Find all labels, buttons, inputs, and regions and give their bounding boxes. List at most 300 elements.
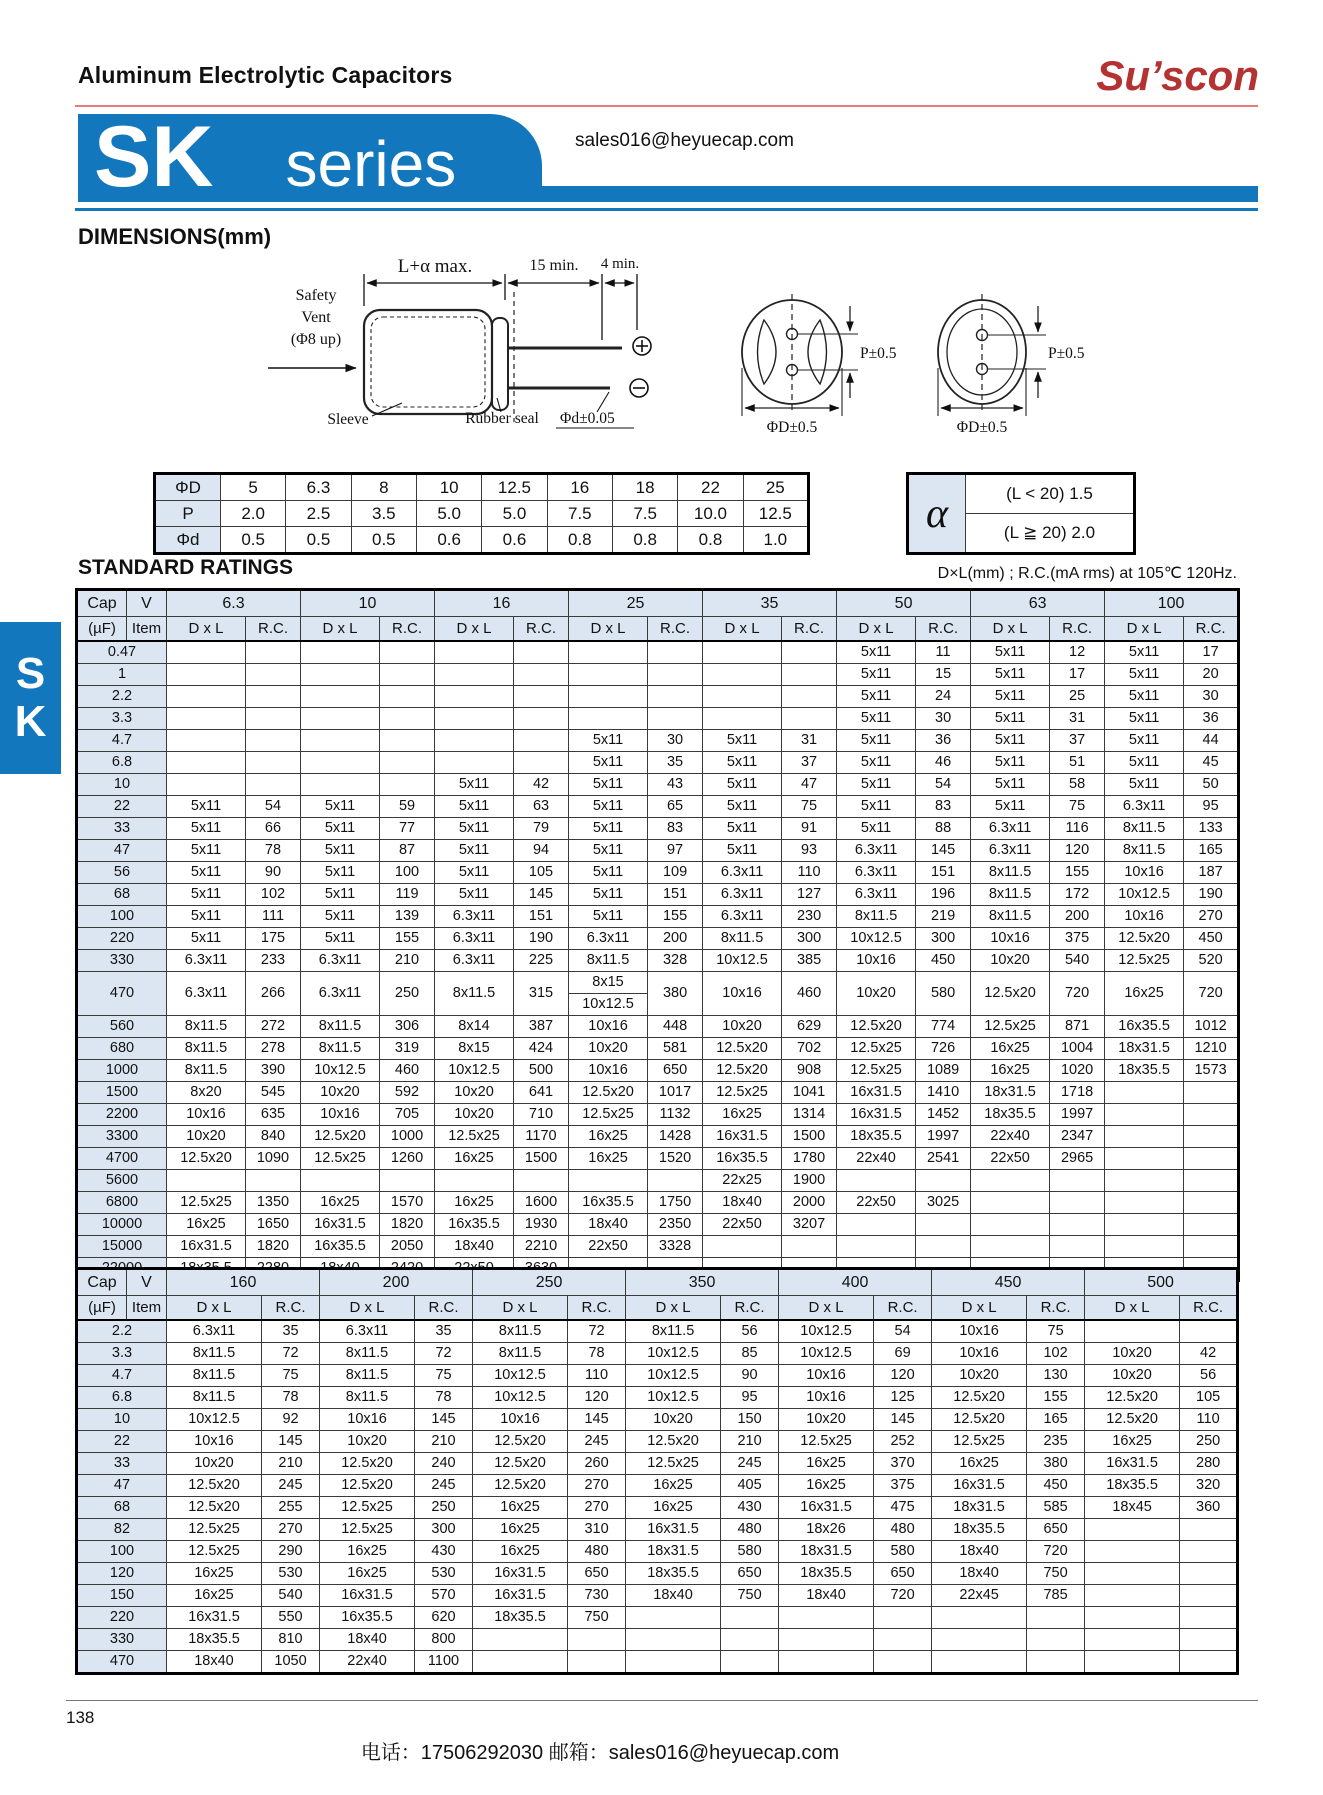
rc-cell: 35 (262, 1320, 320, 1343)
rc-cell (782, 641, 837, 664)
brand-logo: Su’scon (1096, 52, 1259, 99)
rc-cell (1180, 1585, 1238, 1607)
page-number: 138 (66, 1708, 95, 1727)
table-row (77, 1651, 1238, 1674)
rc-cell (1180, 1563, 1238, 1585)
table-row (77, 708, 1239, 730)
dxl-cell: 5x11 (1105, 641, 1184, 664)
dxl-cell: 5x11 (569, 840, 648, 862)
rc-cell: 31 (1050, 708, 1105, 730)
dxl-cell: 12.5x20 (320, 1453, 415, 1475)
table-row (77, 1431, 1238, 1453)
dxl-cell: 5x11 (167, 884, 246, 906)
table-row (77, 928, 1239, 950)
rc-cell: 266 (246, 972, 301, 1016)
dxl-cell: 8x11.5 (971, 906, 1050, 928)
rc-cell: 3328 (648, 1236, 703, 1258)
dxl-cell: 16x31.5 (932, 1475, 1027, 1497)
dxl-cell: 10x12.5 (779, 1343, 874, 1365)
rc-cell: 705 (380, 1104, 435, 1126)
dxl-cell: 16x31.5 (837, 1082, 916, 1104)
cap-value: 120 (77, 1563, 167, 1585)
cap-value: 330 (77, 950, 167, 972)
rc-cell: 233 (246, 950, 301, 972)
dxl-cell: 12.5x25 (703, 1082, 782, 1104)
dxl-cell: 16x25 (473, 1541, 568, 1563)
rc-cell: 1041 (782, 1082, 837, 1104)
rc-cell: 145 (874, 1409, 932, 1431)
dxl-cell: 5x11 (703, 774, 782, 796)
lead-dia-leader (597, 392, 609, 412)
dxl-cell: 16x25 (320, 1541, 415, 1563)
series-side-tab (0, 622, 61, 774)
dxl-cell: 5x11 (837, 818, 916, 840)
rc-cell: 430 (415, 1541, 473, 1563)
rc-cell: 111 (246, 906, 301, 928)
dxl-cell: 6.3x11 (167, 950, 246, 972)
dxl-cell: 10x12.5 (837, 928, 916, 950)
rc-cell: 35 (648, 752, 703, 774)
dxl-cell: 12.5x25 (435, 1126, 514, 1148)
rc-cell: 87 (380, 840, 435, 862)
voltage-header: 400 (779, 1269, 932, 1296)
rc-cell (1184, 1082, 1239, 1104)
cap-value: 4700 (77, 1148, 167, 1170)
rc-cell: 270 (262, 1519, 320, 1541)
dxl-cell: 5x11 (435, 884, 514, 906)
rc-cell: 35 (415, 1320, 473, 1343)
voltage-header: 200 (320, 1269, 473, 1296)
size-value: 0.5 (221, 527, 286, 554)
rc-cell: 460 (782, 972, 837, 1016)
rc-cell: 72 (415, 1343, 473, 1365)
label-lead-min: 15 min. (529, 257, 579, 274)
dxl-column-header: D x L (1105, 617, 1184, 642)
rc-cell: 95 (721, 1387, 779, 1409)
rc-cell: 650 (874, 1563, 932, 1585)
table-row (77, 774, 1239, 796)
dxl-cell: 8x11.5 (167, 1060, 246, 1082)
rc-cell: 165 (1184, 840, 1239, 862)
cap-value: 3.3 (77, 708, 167, 730)
cap-value: 47 (77, 1475, 167, 1497)
dxl-cell (167, 774, 246, 796)
rc-cell: 210 (721, 1431, 779, 1453)
dxl-cell (435, 664, 514, 686)
dxl-cell: 8x11.5 (167, 1038, 246, 1060)
dxl-cell: 5x11 (167, 840, 246, 862)
cap-value: 4.7 (77, 1365, 167, 1387)
dxl-cell: 5x11 (703, 840, 782, 862)
rc-cell: 1500 (514, 1148, 569, 1170)
rc-cell: 375 (1050, 928, 1105, 950)
dxl-cell: 10x16 (932, 1343, 1027, 1365)
rc-cell: 480 (568, 1541, 626, 1563)
rc-cell: 102 (246, 884, 301, 906)
cap-value: 10 (77, 774, 167, 796)
rc-cell: 51 (1050, 752, 1105, 774)
corner-uf-label: (µF) (77, 1296, 127, 1321)
dxl-cell (301, 686, 380, 708)
dxl-cell (435, 708, 514, 730)
rc-column-header: R.C. (262, 1296, 320, 1321)
table-row (77, 862, 1239, 884)
rc-cell: 54 (916, 774, 971, 796)
rc-cell: 370 (874, 1453, 932, 1475)
rc-cell: 15 (916, 664, 971, 686)
dxl-cell: 5x11 (569, 730, 648, 752)
alpha-table (906, 472, 1136, 555)
rc-cell: 328 (648, 950, 703, 972)
dxl-cell: 5x11 (1105, 686, 1184, 708)
rc-cell: 105 (514, 862, 569, 884)
dxl-cell (301, 774, 380, 796)
size-value: 1.0 (743, 527, 808, 554)
dxl-cell: 10x16 (473, 1409, 568, 1431)
rc-cell (648, 1170, 703, 1192)
dxl-cell: 12.5x20 (473, 1453, 568, 1475)
rc-cell (1050, 1170, 1105, 1192)
rc-cell: 17 (1050, 664, 1105, 686)
dxl-cell: 5x11 (435, 862, 514, 884)
table-row (77, 1365, 1238, 1387)
dxl-cell (837, 1170, 916, 1192)
rc-cell: 280 (1180, 1453, 1238, 1475)
cap-value: 470 (77, 1651, 167, 1674)
dxl-cell: 6.3x11 (971, 818, 1050, 840)
dxl-cell: 10x16 (779, 1387, 874, 1409)
dxl-cell: 10x20 (301, 1082, 380, 1104)
positive-terminal-icon (633, 337, 651, 355)
dxl-cell: 8x11.5 (167, 1387, 262, 1409)
cap-value: 3300 (77, 1126, 167, 1148)
dxl-cell: 10x16 (1105, 862, 1184, 884)
rc-cell: 650 (1027, 1519, 1085, 1541)
rc-column-header: R.C. (721, 1296, 779, 1321)
dxl-cell (435, 686, 514, 708)
rc-cell: 151 (514, 906, 569, 928)
rc-cell: 1090 (246, 1148, 301, 1170)
label-body-length: L+α max. (397, 256, 473, 277)
dxl-cell (1085, 1607, 1180, 1629)
voltage-header: 6.3 (167, 590, 301, 617)
dxl-cell: 22x50 (971, 1148, 1050, 1170)
dxl-cell: 8x11.5 (301, 1038, 380, 1060)
dxl-cell: 10x20 (779, 1409, 874, 1431)
dxl-cell: 16x31.5 (779, 1497, 874, 1519)
rc-cell (1180, 1651, 1238, 1674)
rc-cell: 235 (1027, 1431, 1085, 1453)
cap-value: 33 (77, 1453, 167, 1475)
dimension-lines (364, 274, 637, 340)
dxl-cell (703, 1236, 782, 1258)
dxl-cell: 5x11 (301, 818, 380, 840)
dxl-cell: 12.5x20 (320, 1475, 415, 1497)
dxl-cell: 10x12.5 (435, 1060, 514, 1082)
rc-cell: 1780 (782, 1148, 837, 1170)
label-diameter-1: ΦD±0.5 (766, 419, 818, 436)
size-value: 0.6 (416, 527, 481, 554)
dxl-cell: 16x35.5 (301, 1236, 380, 1258)
rc-cell (514, 664, 569, 686)
cap-value: 1500 (77, 1082, 167, 1104)
rc-cell: 116 (1050, 818, 1105, 840)
rc-cell: 2965 (1050, 1148, 1105, 1170)
dxl-cell: 10x16 (703, 972, 782, 1016)
dxl-cell: 8x11.5 (320, 1343, 415, 1365)
rc-cell (1184, 1126, 1239, 1148)
rc-cell (1180, 1541, 1238, 1563)
size-value: 5 (221, 474, 286, 501)
rc-cell: 272 (246, 1016, 301, 1038)
table-row (77, 1497, 1238, 1519)
dxl-column-header: D x L (320, 1296, 415, 1321)
dxl-cell: 5x11 (837, 641, 916, 664)
rc-cell: 450 (1027, 1475, 1085, 1497)
label-rubber-seal: Rubber seal (465, 410, 539, 427)
rc-cell: 187 (1184, 862, 1239, 884)
dxl-cell: 18x35.5 (779, 1563, 874, 1585)
size-row-label: ΦD (155, 474, 221, 501)
voltage-header: 100 (1105, 590, 1239, 617)
rc-cell (380, 641, 435, 664)
dxl-column-header: D x L (435, 617, 514, 642)
dxl-cell: 5x11 (435, 840, 514, 862)
cap-value: 0.47 (77, 641, 167, 664)
size-value: 12.5 (482, 474, 547, 501)
rc-cell (874, 1629, 932, 1651)
dxl-cell (435, 641, 514, 664)
table-row (77, 1541, 1238, 1563)
rc-cell (874, 1651, 932, 1674)
dxl-cell: 16x31.5 (837, 1104, 916, 1126)
rc-cell (380, 730, 435, 752)
dxl-cell: 16x31.5 (626, 1519, 721, 1541)
dxl-cell: 12.5x20 (473, 1431, 568, 1453)
rc-cell (916, 1170, 971, 1192)
rc-cell: 306 (380, 1016, 435, 1038)
rc-column-header: R.C. (246, 617, 301, 642)
size-value: 8 (351, 474, 416, 501)
cap-value: 22 (77, 1431, 167, 1453)
rc-cell: 190 (1184, 884, 1239, 906)
rc-cell: 255 (262, 1497, 320, 1519)
dxl-cell (837, 1236, 916, 1258)
rc-cell: 54 (246, 796, 301, 818)
cap-value: 220 (77, 1607, 167, 1629)
rc-cell: 145 (262, 1431, 320, 1453)
dxl-cell: 16x31.5 (473, 1585, 568, 1607)
table-row (77, 972, 1239, 1016)
capacitor-body (364, 292, 622, 422)
corner-uf-label: (µF) (77, 617, 127, 642)
dxl-cell: 12.5x25 (837, 1038, 916, 1060)
dxl-cell (301, 1170, 380, 1192)
dxl-cell: 12.5x25 (779, 1431, 874, 1453)
rc-cell (514, 708, 569, 730)
dxl-cell: 10x20 (703, 1016, 782, 1038)
rc-cell: 45 (1184, 752, 1239, 774)
ratings-table-high-voltage (75, 1267, 1239, 1675)
dxl-cell (1085, 1519, 1180, 1541)
rc-cell (1184, 1104, 1239, 1126)
dxl-cell (971, 1192, 1050, 1214)
rc-cell: 97 (648, 840, 703, 862)
rc-cell: 1650 (246, 1214, 301, 1236)
rc-cell: 774 (916, 1016, 971, 1038)
table-row (77, 686, 1239, 708)
size-value: 10 (416, 474, 481, 501)
rc-cell: 702 (782, 1038, 837, 1060)
table-row (77, 840, 1239, 862)
rc-column-header: R.C. (1180, 1296, 1238, 1321)
dxl-cell: 16x25 (779, 1475, 874, 1497)
rc-cell: 1570 (380, 1192, 435, 1214)
dxl-cell (1105, 1148, 1184, 1170)
voltage-header: 500 (1085, 1269, 1238, 1296)
ratings-title: STANDARD RATINGS (78, 556, 294, 579)
rc-cell (648, 664, 703, 686)
dxl-cell: 12.5x20 (932, 1387, 1027, 1409)
dxl-cell (837, 1214, 916, 1236)
rc-cell: 1100 (415, 1651, 473, 1674)
dxl-cell: 12.5x20 (626, 1431, 721, 1453)
size-value: 2.5 (286, 501, 351, 527)
rc-cell: 1452 (916, 1104, 971, 1126)
dxl-cell (167, 686, 246, 708)
dxl-cell: 5x11 (167, 796, 246, 818)
dxl-cell: 8x11.5 (301, 1016, 380, 1038)
dxl-cell: 12.5x25 (626, 1453, 721, 1475)
table-row (77, 796, 1239, 818)
bottom-view-plain (938, 294, 1046, 416)
capacitor-dimension-diagram (150, 248, 1100, 438)
rc-cell: 150 (721, 1409, 779, 1431)
dxl-cell: 18x35.5 (932, 1519, 1027, 1541)
dxl-cell (569, 641, 648, 664)
dxl-cell: 12.5x20 (1085, 1387, 1180, 1409)
dxl-column-header: D x L (932, 1296, 1027, 1321)
side-tab-letter: S (15, 649, 46, 698)
table-row (77, 1519, 1238, 1541)
rc-cell (380, 774, 435, 796)
rc-cell: 66 (246, 818, 301, 840)
dxl-cell: 12.5x20 (167, 1475, 262, 1497)
rc-cell: 127 (782, 884, 837, 906)
rc-cell: 2347 (1050, 1126, 1105, 1148)
table-row (77, 1016, 1239, 1038)
dxl-cell: 5x11 (703, 796, 782, 818)
table-row (77, 1475, 1238, 1497)
dxl-cell: 12.5x25 (320, 1497, 415, 1519)
dxl-cell: 16x31.5 (320, 1585, 415, 1607)
rc-cell: 102 (1027, 1343, 1085, 1365)
dxl-cell: 6.3x11 (837, 884, 916, 906)
dxl-cell: 22x40 (837, 1148, 916, 1170)
dxl-cell (569, 686, 648, 708)
rc-column-header: R.C. (782, 617, 837, 642)
rc-cell: 750 (721, 1585, 779, 1607)
rc-column-header: R.C. (568, 1296, 626, 1321)
dxl-cell: 6.3x11 (435, 950, 514, 972)
cap-value: 100 (77, 906, 167, 928)
rc-cell: 1020 (1050, 1060, 1105, 1082)
dxl-cell (167, 730, 246, 752)
rc-cell: 133 (1184, 818, 1239, 840)
rc-cell: 59 (380, 796, 435, 818)
dxl-cell (569, 708, 648, 730)
cap-value: 33 (77, 818, 167, 840)
label-safety-vent-2: Vent (301, 309, 331, 326)
rc-cell: 730 (568, 1585, 626, 1607)
dxl-cell: 8x11.5 (1105, 818, 1184, 840)
dxl-cell: 10x20 (167, 1453, 262, 1475)
rc-cell: 581 (648, 1038, 703, 1060)
rc-cell (1180, 1519, 1238, 1541)
cap-value: 6.8 (77, 752, 167, 774)
dxl-cell (473, 1651, 568, 1674)
rc-cell: 540 (262, 1585, 320, 1607)
rc-cell: 110 (568, 1365, 626, 1387)
dxl-cell: 16x31.5 (167, 1607, 262, 1629)
dxl-cell: 8x11.5 (320, 1387, 415, 1409)
rc-cell: 710 (514, 1104, 569, 1126)
dxl-cell (1105, 1214, 1184, 1236)
rc-cell: 210 (415, 1431, 473, 1453)
dxl-cell: 16x35.5 (569, 1192, 648, 1214)
dxl-cell: 5x11 (569, 818, 648, 840)
dimensions-title: DIMENSIONS(mm) (78, 224, 272, 249)
dxl-cell: 12.5x20 (1085, 1409, 1180, 1431)
rc-cell (514, 1170, 569, 1192)
cap-value: 6800 (77, 1192, 167, 1214)
rc-cell: 31 (782, 730, 837, 752)
size-value: 22 (678, 474, 743, 501)
dxl-cell: 10x20 (837, 972, 916, 1016)
dxl-cell: 10x20 (167, 1126, 246, 1148)
dxl-cell: 8x11.5 (435, 972, 514, 1016)
dxl-cell: 5x11 (1105, 730, 1184, 752)
rc-cell (380, 752, 435, 774)
dxl-cell: 18x31.5 (1105, 1038, 1184, 1060)
dxl-cell: 5x11 (1105, 752, 1184, 774)
rc-cell: 83 (648, 818, 703, 840)
dxl-cell: 16x25 (626, 1497, 721, 1519)
size-value: 0.8 (678, 527, 743, 554)
table-row (77, 1409, 1238, 1431)
table-row (77, 1607, 1238, 1629)
dxl-cell: 5x11 (1105, 708, 1184, 730)
rc-cell: 92 (262, 1409, 320, 1431)
table-row (77, 1629, 1238, 1651)
rc-cell: 119 (380, 884, 435, 906)
rc-cell: 230 (782, 906, 837, 928)
dxl-cell: 5x11 (301, 928, 380, 950)
dxl-cell: 5x11 (435, 818, 514, 840)
dxl-cell: 12.5x20 (971, 972, 1050, 1016)
table-row (77, 1192, 1239, 1214)
cap-value: 2200 (77, 1104, 167, 1126)
dxl-cell: 18x40 (569, 1214, 648, 1236)
rc-cell: 155 (1027, 1387, 1085, 1409)
dxl-cell (1085, 1563, 1180, 1585)
rc-cell: 58 (1050, 774, 1105, 796)
rc-cell (782, 708, 837, 730)
dxl-cell: 16x25 (473, 1519, 568, 1541)
rc-cell: 145 (916, 840, 971, 862)
rc-cell (1027, 1651, 1085, 1674)
dxl-cell: 12.5x20 (569, 1082, 648, 1104)
